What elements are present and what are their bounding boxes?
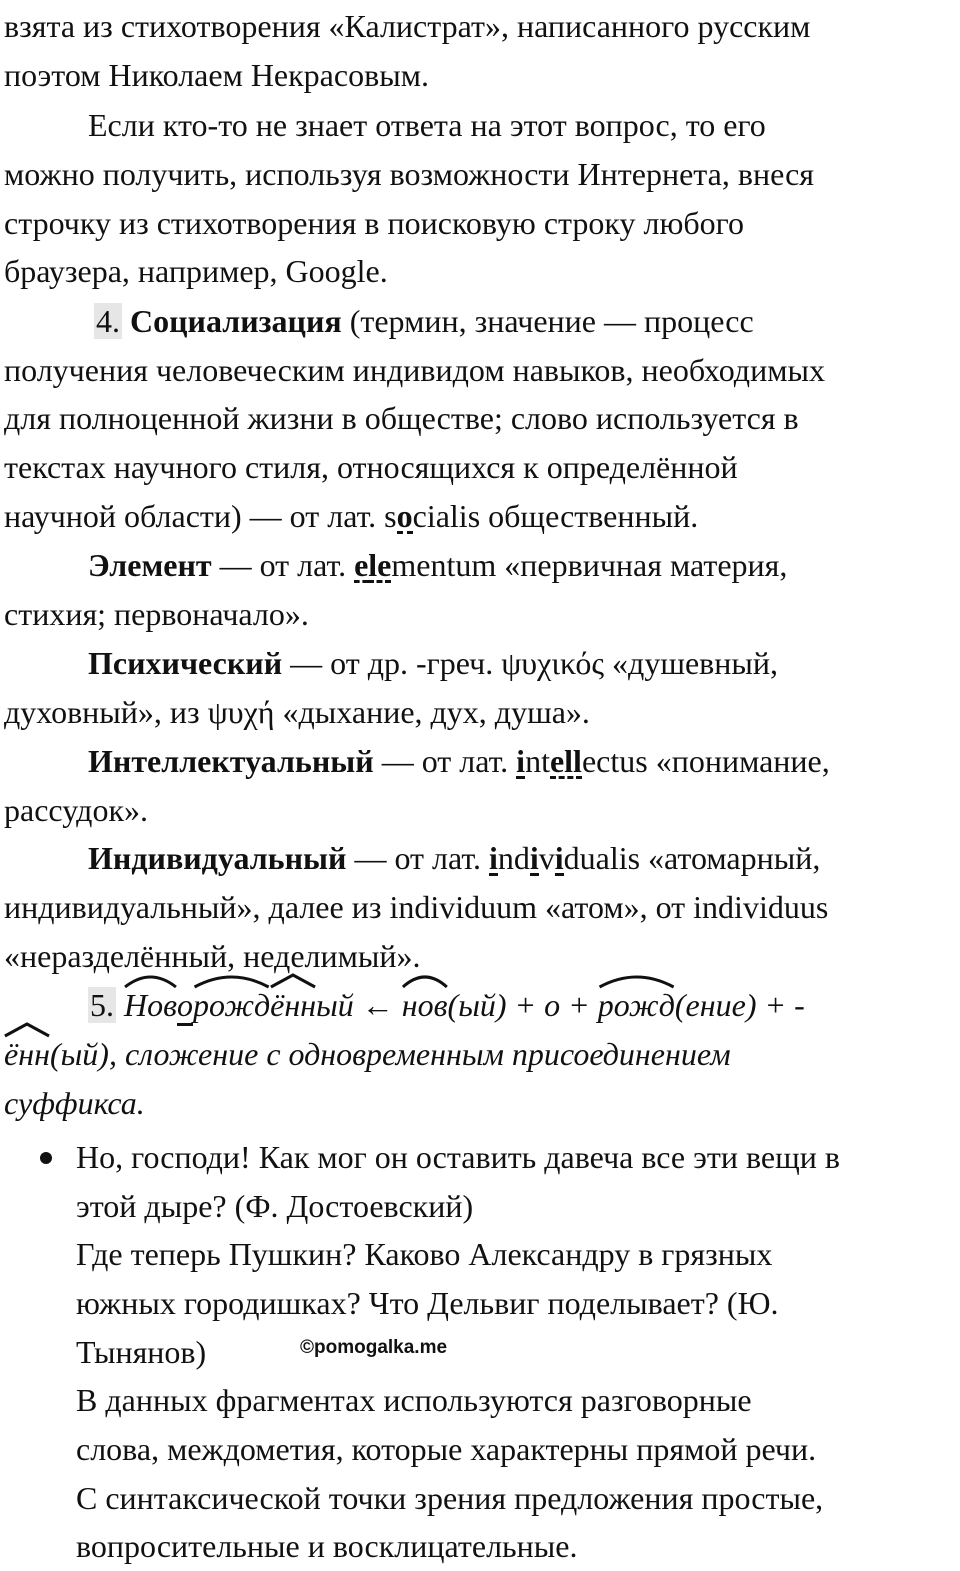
text-span: dualis «атомарный, [563,840,821,876]
text-line: можно получить, используя возможности Интернета, внеся [4,156,814,192]
text-line: Где теперь Пушкин? Каково Александру в грязных [76,1236,773,1272]
text-line: ённ(ый), сложение с одновременным присоединением [4,1030,731,1079]
stress-mark: o [396,498,413,534]
text-line [88,834,820,883]
watermark: ©pomogalka.me [300,1337,448,1358]
term-intellectual: Интеллектуальный [88,743,374,779]
text-line: текстах научного стиля, относящихся к определённой [4,449,738,485]
stress-mark: i [529,840,539,876]
item-4-line [94,297,754,346]
stress-mark: le [368,547,392,583]
text-line: индивидуальный», далее из individuum «атом», от individuus [4,889,829,925]
text-line: С синтаксической точки зрения предложения простые, [76,1480,824,1516]
text-line: строчку из стихотворения в поисковую строку любого [4,205,744,241]
text-span: — от лат. [373,743,517,779]
term-individual: Индивидуальный [88,840,347,876]
suffix-icon [270,973,316,989]
text-line: этой дыре? (Ф. Достоевский) [76,1188,474,1224]
text-line: для полноценной жизни в обществе; слово используется в [4,400,799,436]
text-line: суффикса. [4,1085,145,1121]
text-line [88,541,787,590]
text-span: nd [497,840,530,876]
item-number: 5. [90,987,114,1023]
root-arc: рожд [598,981,675,1030]
suffix-arc: ённ [4,1030,50,1079]
stress-mark: i [554,840,564,876]
text-span: — от лат. [346,840,489,876]
root-arc: нов [402,981,448,1030]
text-span: ectus «понимание, [581,743,830,779]
arc-icon [124,973,177,989]
bullet-icon [40,1152,52,1164]
item-5-line [88,981,805,1030]
text-line: рассудок». [4,792,148,828]
term-socialization: Социализация [130,303,342,339]
root-arc: рожд [193,981,270,1030]
stress-mark: ell [549,743,582,779]
arrow: ← [353,987,402,1023]
text-line: получения человеческим индивидом навыков, необходимых [4,352,825,388]
text-line: взята из стихотворения «Калистрат», написанного русским [4,8,811,44]
suffix-icon [4,1022,50,1038]
text-line: браузера, например, Google. [4,253,388,289]
interfix: о [177,987,193,1026]
text-line: Тынянов) [76,1334,207,1370]
text-line: Но, господи! Как мог он оставить давеча все эти вещи в [76,1139,840,1175]
stress-mark: i [488,840,498,876]
text-line: поэтом Николаем Некрасовым. [4,57,429,93]
text-span: v [538,840,555,876]
text-span: cialis общественный. [412,498,699,534]
text-line: стихия; первоначало». [4,596,309,632]
arc-icon [402,973,448,989]
text-line: «неразделённый, неделимый». [4,938,421,974]
text-line: В данных фрагментах используются разговорные [76,1382,752,1418]
text-line: слова, междометия, которые характерны прямой речи. [76,1431,817,1467]
item-number: 4. [96,303,120,339]
text-line: духовный», из ψυχή «дыхание, дух, душа». [4,694,590,730]
text-span: nt [525,743,550,779]
text-line: вопросительные и восклицательные. [76,1528,578,1564]
text-span: (термин, значение — процесс [341,303,754,339]
term-element: Элемент [88,547,212,583]
text-line: южных городишках? Что Дельвиг поделывает? (Ю. [76,1285,779,1321]
text-line [4,492,698,541]
stress-mark: i [516,743,526,779]
text-line [88,639,778,688]
text-span: — от др. -греч. ψυχικός «душевный, [282,645,779,681]
term-psychic: Психический [88,645,283,681]
text-span: научной области) — от лат. s [4,498,397,534]
suffix-arc: ённ [270,981,316,1030]
text-line: Если кто-то не знает ответа на этот вопрос, то его [88,107,766,143]
stress-mark: e [354,547,369,583]
text-span: mentum «первичная материя, [391,547,788,583]
arc-icon [598,973,675,989]
text-line [88,737,830,786]
text-span: — от лат. [211,547,355,583]
arc-icon [193,973,270,989]
root-arc: Нов [124,981,177,1030]
word-analysis: Ново рожд ённый ← нов(ый) + о + рожд(ение) + - [124,987,805,1023]
